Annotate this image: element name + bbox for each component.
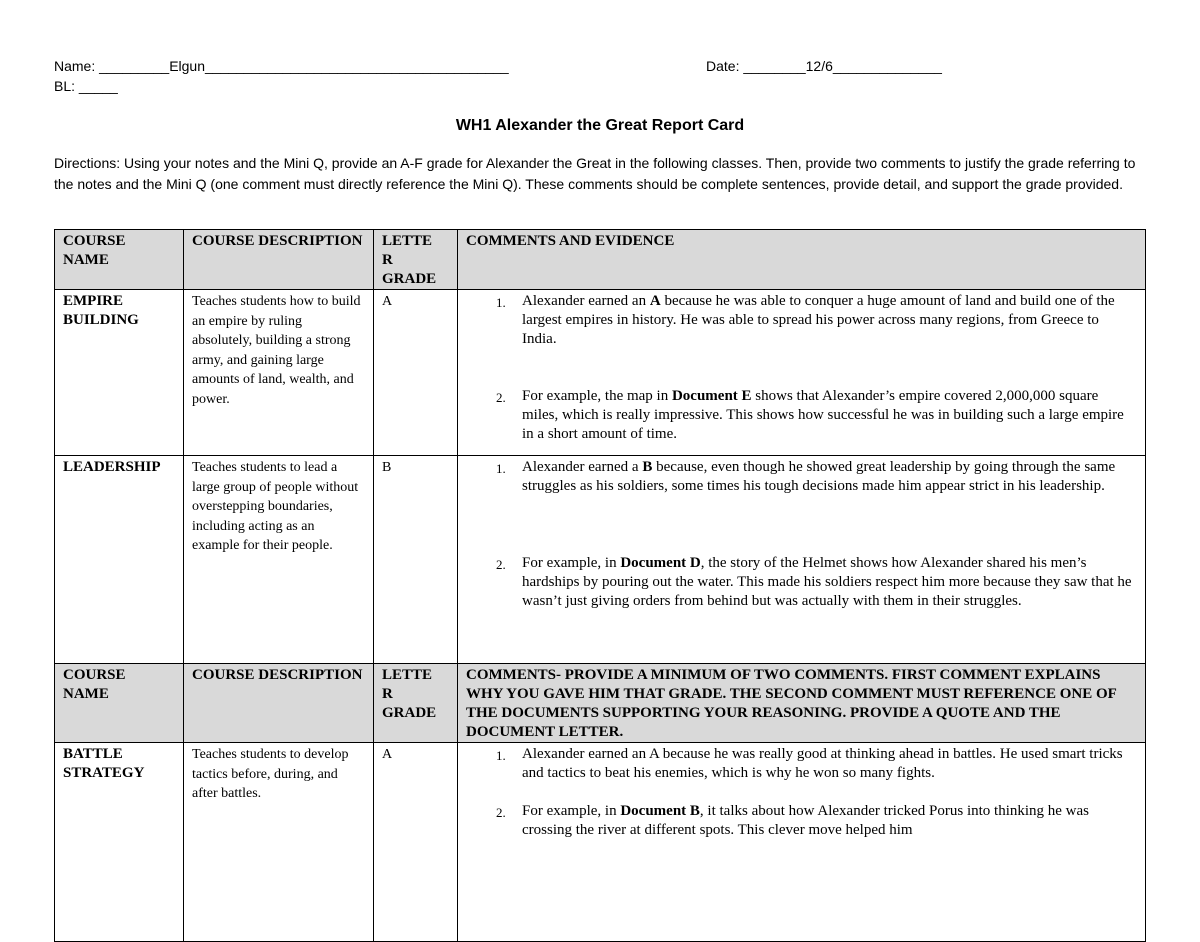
header-comments: COMMENTS AND EVIDENCE — [458, 230, 1146, 290]
comment-text: Alexander earned a — [522, 459, 643, 475]
report-card-table — [54, 229, 1146, 942]
letter-grade-cell: A — [374, 290, 458, 456]
document-reference: Document E — [671, 388, 752, 404]
table-row — [55, 290, 1146, 456]
header-course-name: COURSE NAME — [55, 664, 184, 743]
course-name-cell: LEADERSHIP — [55, 456, 184, 664]
comment-text: Alexander earned an — [522, 293, 650, 309]
comment-text: For example, in — [522, 803, 621, 819]
comment-grade-bold: A — [649, 293, 661, 309]
course-name-cell: BATTLE STRATEGY — [55, 743, 184, 942]
table-row — [55, 456, 1146, 664]
comment-number: 2. — [496, 805, 506, 820]
comment-number: 1. — [496, 461, 506, 476]
header-course-description: COURSE DESCRIPTION — [184, 664, 374, 743]
letter-grade-cell: B — [374, 456, 458, 664]
comment-1 — [466, 292, 1137, 349]
directions-paragraph: Directions: Using your notes and the Mini Q, provide an A-F grade for Alexander the Great in the following classes. Then, provide two comments to justify the grade referring to the notes and the Mini Q (one comment must directly reference the Mini Q). These comments should be complete sentences, provide detail, and support the grade provided. — [54, 155, 1136, 192]
header-letter-grade-line1: LETTE — [382, 667, 433, 683]
header-letter-grade-line3: GRADE — [382, 705, 437, 721]
header-letter-grade-line3: GRADE — [382, 271, 437, 287]
student-name-line: Name: _________Elgun_______________________________________ — [54, 58, 509, 74]
block-line: BL: _____ — [54, 78, 118, 94]
comment-text: because he was able to conquer a huge amount of land and build one of the largest empires in history. He was able to spread his power across many regions, from Greece to India. — [522, 293, 1115, 347]
comments-cell — [458, 290, 1146, 456]
comments-cell — [458, 456, 1146, 664]
table-row — [55, 743, 1146, 942]
header-letter-grade-line1: LETTE — [382, 233, 433, 249]
comment-1 — [466, 745, 1137, 783]
letter-grade-cell: A — [374, 743, 458, 942]
comment-grade-bold: B — [642, 459, 653, 475]
table-header-row — [55, 664, 1146, 743]
header-letter-grade-line2: R — [382, 686, 393, 702]
comment-1 — [466, 458, 1137, 496]
comment-2 — [466, 554, 1137, 611]
course-name-cell: EMPIRE BUILDING — [55, 290, 184, 456]
comment-number: 1. — [496, 295, 506, 310]
comment-text: For example, in — [522, 555, 621, 571]
document-reference: Document D — [620, 555, 701, 571]
table-header-row — [55, 230, 1146, 290]
comment-text: , it talks about how Alexander tricked Porus into thinking he was crossing the river at different spots. This clever move helped him — [522, 803, 1090, 838]
comment-number: 2. — [496, 557, 506, 572]
comment-number: 2. — [496, 390, 506, 405]
header-letter-grade-line2: R — [382, 252, 393, 268]
header-letter-grade — [374, 230, 458, 290]
course-description-cell: Teaches students how to build an empire by ruling absolutely, building a strong army, and gaining large amounts of land, wealth, and power. — [184, 290, 374, 456]
comments-cell — [458, 743, 1146, 942]
page-title: WH1 Alexander the Great Report Card — [455, 117, 745, 134]
course-description-cell: Teaches students to lead a large group of people without overstepping boundaries, including acting as an example for their people. — [184, 456, 374, 664]
comment-text: , the story of the Helmet shows how Alexander shared his men’s hardships by pouring out the water. This made his soldiers respect him more because they saw that he wasn’t just giving orders from behind but was actually with them in their struggles. — [522, 555, 1132, 609]
comment-text: For example, the map in — [522, 388, 672, 404]
comment-number: 1. — [496, 748, 506, 763]
header-letter-grade — [374, 664, 458, 743]
header-course-description: COURSE DESCRIPTION — [184, 230, 374, 290]
comment-text: Alexander earned an A because he was really good at thinking ahead in battles. He used smart tricks and tactics to beat his enemies, which is why he won so many fights. — [522, 746, 1123, 781]
comment-text: shows that Alexander’s empire covered 2,000,000 square miles, which is really impressive. This shows how successful he was in building such a large empire in a short amount of time. — [522, 388, 1124, 442]
course-description-cell: Teaches students to develop tactics before, during, and after battles. — [184, 743, 374, 942]
date-line: Date: ________12/6______________ — [706, 58, 942, 74]
comment-2 — [466, 387, 1137, 444]
header-course-name: COURSE NAME — [55, 230, 184, 290]
comment-text: because, even though he showed great leadership by going through the same struggles as his soldiers, some times his tough decisions made him appear strict in his leadership. — [522, 459, 1116, 494]
header-comments-instructions: COMMENTS- PROVIDE A MINIMUM OF TWO COMMENTS. FIRST COMMENT EXPLAINS WHY YOU GAVE HIM THAT GRADE. THE SECOND COMMENT MUST REFERENCE ONE OF THE DOCUMENTS SUPPORTING YOUR REASONING. PROVIDE A QUOTE AND THE DOCUMENT LETTER. — [458, 664, 1146, 743]
document-reference: Document B — [620, 803, 700, 819]
comment-2 — [466, 802, 1137, 840]
